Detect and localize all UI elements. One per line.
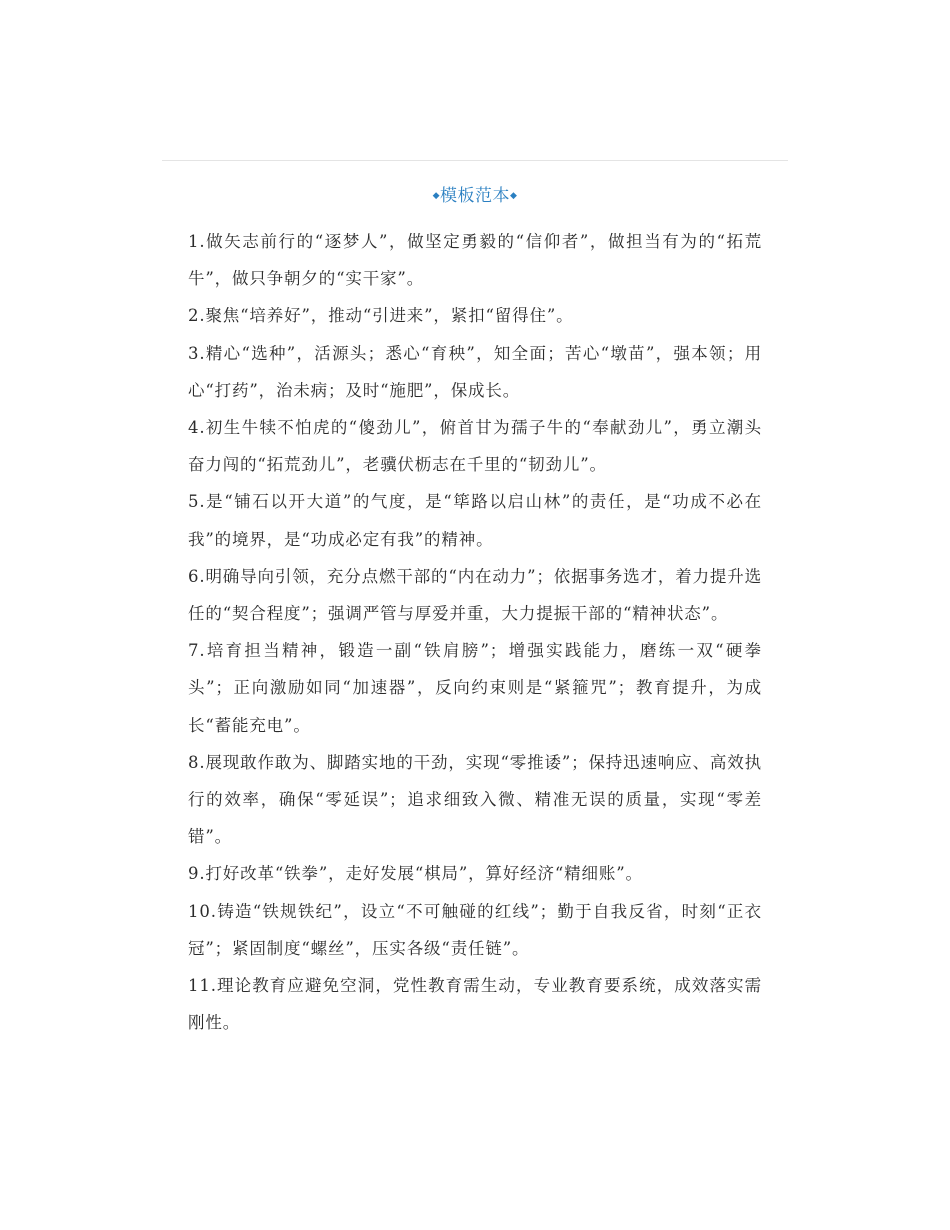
list-item-7: 7.培育担当精神，锻造一副“铁肩膀”；增强实践能力，磨练一双“硬拳头”；正向激励如同“加速器”，反向约束则是“紧箍咒”；教育提升，为成长“蓄能充电”。 [188, 641, 762, 735]
list-item-9: 9.打好改革“铁拳”，走好发展“棋局”，算好经济“精细账”。 [188, 864, 643, 884]
section-heading [162, 184, 788, 208]
template-list [188, 223, 762, 1041]
list-item-6: 6.明确导向引领，充分点燃干部的“内在动力”；依据事务选才，着力提升选任的“契合程度”；强调严管与厚爱并重，大力提振干部的“精神状态”。 [188, 566, 762, 624]
diamond-left-icon: ◆ [432, 191, 440, 201]
list-item-8: 8.展现敢作敢为、脚踏实地的干劲，实现“零推诿”；保持迅速响应、高效执行的效率，确保“零延误”；追求细致入微、精准无误的质量，实现“零差错”。 [188, 752, 762, 847]
list-item-1: 1.做矢志前行的“逐梦人”，做坚定勇毅的“信仰者”，做担当有为的“拓荒牛”，做只争朝夕的“实干家”。 [188, 232, 762, 289]
list-item-2: 2.聚焦“培养好”，推动“引进来”，紧扣“留得住”。 [188, 306, 574, 326]
list-item-10: 10.铸造“铁规铁纪”，设立“不可触碰的红线”；勤于自我反省，时刻“正衣冠”；紧固制度“螺丝”，压实各级“责任链”。 [188, 901, 762, 958]
header-divider [162, 160, 788, 161]
list-item-11: 11.理论教育应避免空洞，党性教育需生动，专业教育要系统，成效落实需刚性。 [188, 976, 762, 1033]
section-title: 模板范本 [440, 186, 510, 206]
list-item-4: 4.初生牛犊不怕虎的“傻劲儿”，俯首甘为孺子牛的“奉献劲儿”，勇立潮头奋力闯的“拓荒劲儿”，老骥伏枥志在千里的“韧劲儿”。 [188, 418, 762, 475]
list-item-5: 5.是“铺石以开大道”的气度，是“筚路以启山林”的责任，是“功成不必在我”的境界，是“功成必定有我”的精神。 [188, 492, 762, 549]
diamond-right-icon: ◆ [510, 191, 518, 201]
list-item-3: 3.精心“选种”，活源头；悉心“育秧”，知全面；苦心“墩苗”，强本领；用心“打药”，治未病；及时“施肥”，保成长。 [188, 343, 762, 400]
